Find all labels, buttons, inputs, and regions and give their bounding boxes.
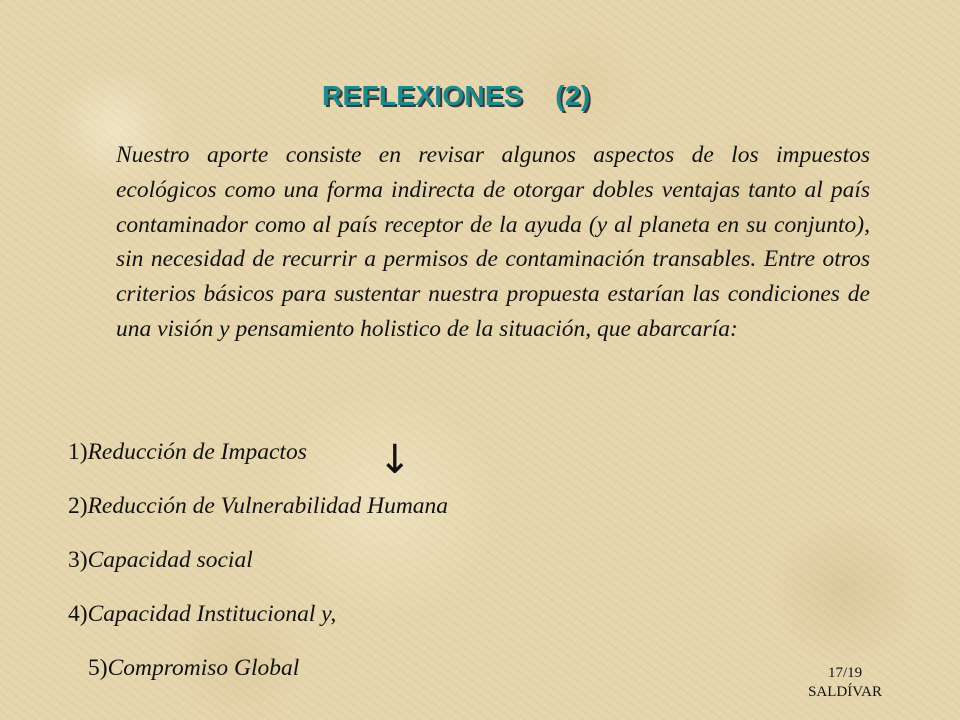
down-arrow-icon: ↓ (378, 437, 412, 483)
list-item (68, 486, 448, 540)
list-item-number: 2) (68, 493, 88, 519)
list-item-text: Capacidad social (87, 547, 253, 573)
list-item (68, 594, 448, 648)
page-number: 17/19 (827, 665, 863, 681)
list-item (68, 540, 448, 594)
author-name: SALDÍVAR (808, 684, 882, 700)
list-item-text: Compromiso Global (107, 655, 300, 681)
slide-title: REFLEXIONES (2) (322, 80, 591, 111)
list-item-number: 1) (68, 439, 88, 465)
list-item-text: Capacidad Institucional y, (87, 601, 337, 627)
list-item-text: Reducción de Impactos (87, 439, 307, 465)
list-item-number: 5) (88, 655, 108, 681)
list-item (68, 648, 448, 702)
list-item-text: Reducción de Vulnerabilidad Humana (87, 493, 449, 519)
list-item-number: 4) (68, 601, 88, 627)
body-paragraph: Nuestro aporte consiste en revisar algunos aspectos de los impuestos ecológicos como una forma indirecta de otorgar dobles ventajas tanto al país contaminador como al país receptor de la ayuda (y al planeta en su conjunto), sin necesidad de recurrir a permisos de contaminación transables. Entre otros criterios básicos para sustentar nuestra propuesta estarían las condiciones de una visión y pensamiento holistico de la situación, que abarcaría: (116, 142, 870, 342)
list-item-number: 3) (68, 547, 88, 573)
slide-footer (808, 664, 882, 702)
